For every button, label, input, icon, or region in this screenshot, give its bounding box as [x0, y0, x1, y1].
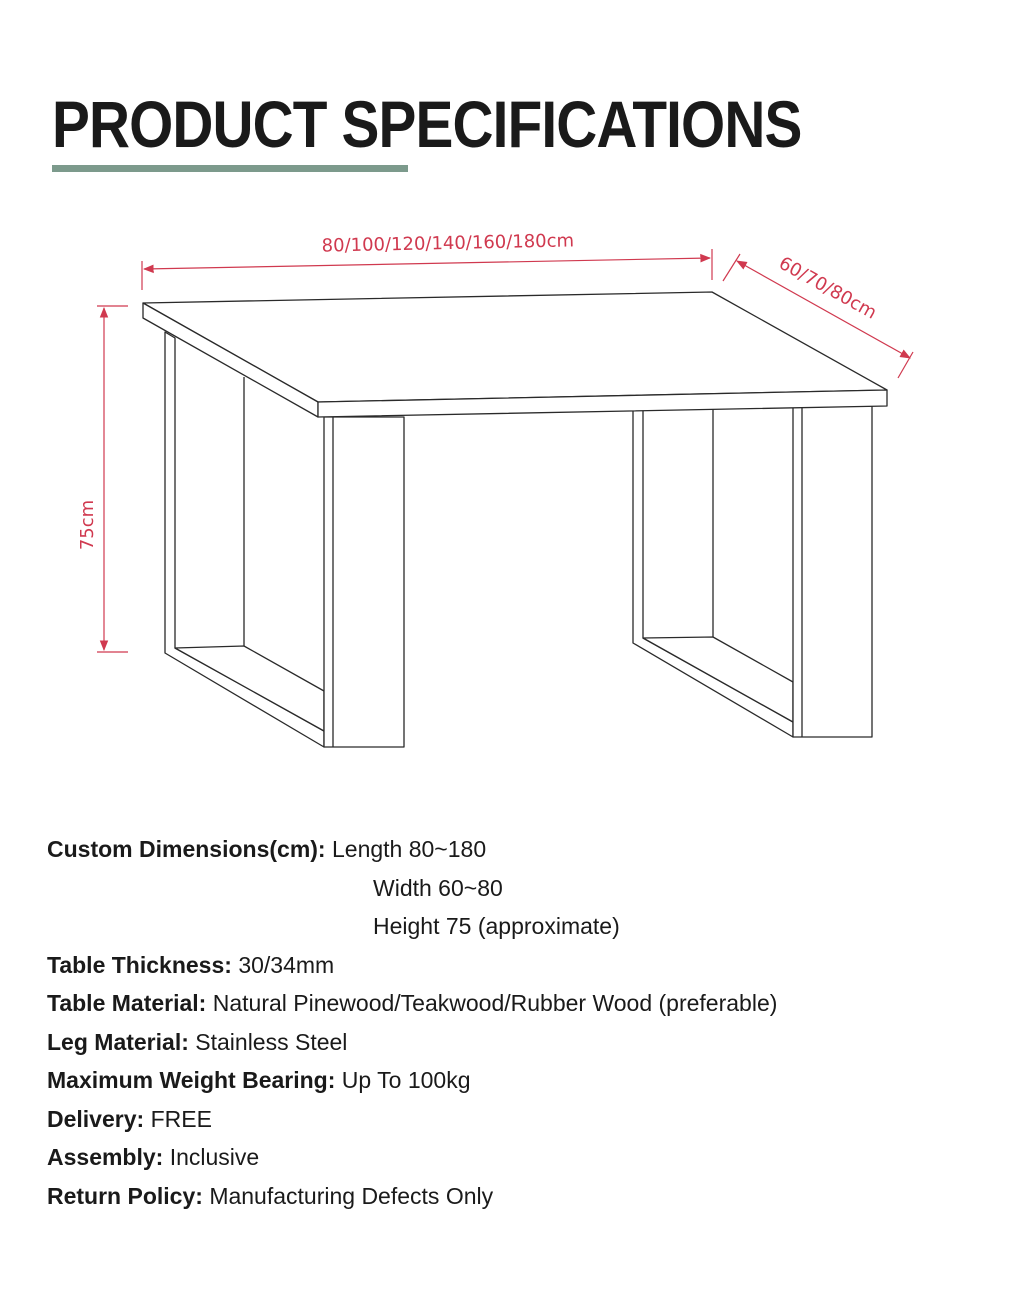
- spec-dimension-width: [47, 869, 777, 908]
- spec-label: Delivery:: [47, 1105, 145, 1132]
- right-leg: [633, 406, 872, 737]
- height-label: 75cm: [77, 499, 98, 551]
- spec-list: [47, 830, 777, 1215]
- spec-value-width: Width 60~80: [373, 874, 503, 901]
- spec-table-material: [47, 984, 777, 1023]
- spec-leg-material: [47, 1023, 777, 1062]
- length-dimension: [142, 249, 712, 290]
- spec-label: Return Policy:: [47, 1182, 203, 1209]
- spec-label: Leg Material:: [47, 1028, 189, 1055]
- spec-value: 30/34mm: [238, 951, 335, 978]
- spec-table-thickness: [47, 946, 777, 985]
- width-label: 60/70/80cm: [775, 252, 881, 324]
- spec-value: Stainless Steel: [195, 1028, 348, 1055]
- spec-max-weight: [47, 1061, 777, 1100]
- tabletop: [143, 292, 887, 417]
- page-title: PRODUCT SPECIFICATIONS: [52, 87, 802, 161]
- spec-value-length: Length 80~180: [331, 836, 487, 862]
- spec-value: Manufacturing Defects Only: [209, 1182, 494, 1209]
- spec-value: Inclusive: [169, 1144, 260, 1170]
- spec-dimension-height: [47, 907, 777, 946]
- spec-value: FREE: [150, 1105, 212, 1132]
- spec-assembly: [47, 1138, 777, 1177]
- height-dimension: [97, 306, 128, 652]
- spec-value-height: Height 75 (approximate): [373, 913, 620, 939]
- spec-label: Table Material:: [47, 990, 207, 1016]
- spec-value: Natural Pinewood/Teakwood/Rubber Wood (preferable): [212, 990, 778, 1016]
- spec-value: Up To 100kg: [341, 1067, 471, 1093]
- length-label: 80/100/120/140/160/180cm: [321, 230, 575, 257]
- spec-label: Custom Dimensions(cm):: [47, 836, 326, 862]
- spec-label: Assembly:: [47, 1144, 164, 1170]
- spec-label: Table Thickness:: [47, 951, 232, 978]
- spec-custom-dimensions: [47, 830, 777, 869]
- spec-return-policy: [47, 1177, 777, 1216]
- spec-delivery: [47, 1100, 777, 1139]
- table-drawing: [143, 292, 887, 747]
- spec-label: Maximum Weight Bearing:: [47, 1067, 336, 1093]
